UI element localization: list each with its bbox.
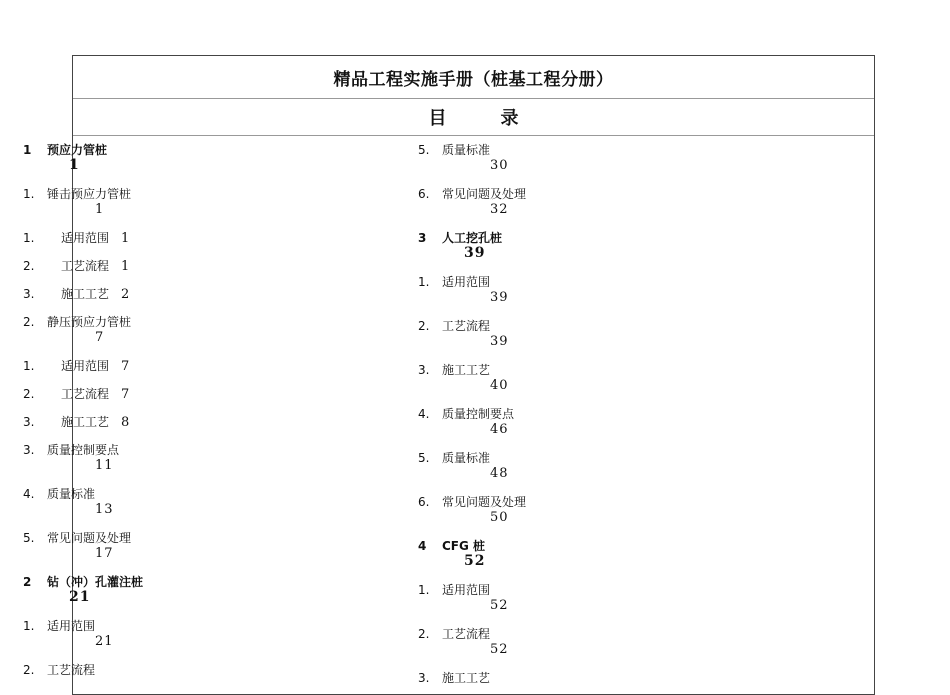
toc-entry-text: 工艺流程 xyxy=(442,627,491,641)
toc-entry-line xyxy=(23,143,107,158)
toc-entry-number: 3. xyxy=(23,443,35,457)
toc-entry-number: 2. xyxy=(418,319,430,333)
document-title: 精品工程实施手册（桩基工程分册） xyxy=(333,69,614,90)
toc-entry xyxy=(23,259,130,274)
toc-entry-text: 工艺流程 xyxy=(47,663,96,677)
toc-entry xyxy=(418,407,514,437)
toc-entry-line xyxy=(23,387,130,402)
toc-section xyxy=(23,143,107,173)
toc-entry-line xyxy=(418,231,502,246)
toc-entry-number: 2. xyxy=(23,663,35,677)
toc-entry-page: 32 xyxy=(490,202,509,217)
toc-entry-line xyxy=(418,275,509,290)
toc-entry xyxy=(23,359,130,374)
toc-section xyxy=(418,539,485,569)
toc-heading-b: 录 xyxy=(500,108,519,129)
toc-entry-line xyxy=(418,407,514,422)
toc-entry-number: 2. xyxy=(418,627,430,641)
toc-entry-page: 30 xyxy=(490,158,509,173)
toc-entry xyxy=(418,187,526,217)
toc-entry-line xyxy=(23,259,130,274)
toc-entry-page: 1 xyxy=(95,202,105,217)
toc-entry-page: 13 xyxy=(95,502,114,517)
toc-section xyxy=(23,575,143,605)
toc-entry-text: 工艺流程 xyxy=(442,319,491,333)
toc-entry-page: 1 xyxy=(121,231,131,246)
toc-entry xyxy=(23,487,114,517)
toc-entry-text: 质量控制要点 xyxy=(47,443,120,457)
title-row xyxy=(73,56,874,99)
toc-entry-line xyxy=(23,575,143,590)
toc-entry-number: 3. xyxy=(418,671,430,685)
toc-entry-line xyxy=(23,415,130,430)
toc-entry xyxy=(418,143,509,173)
toc-entry-number: 3. xyxy=(23,287,35,301)
toc-entry-page: 11 xyxy=(95,458,114,473)
toc-entry-text: 钻（冲）孔灌注桩 xyxy=(47,575,144,589)
toc-entry-line xyxy=(418,143,509,158)
toc-entry xyxy=(418,671,490,686)
toc-entry-line xyxy=(23,531,131,546)
toc-entry xyxy=(418,451,509,481)
toc-entry-page: 7 xyxy=(95,330,105,345)
toc-entry-text: 常见问题及处理 xyxy=(442,187,527,201)
toc-entry xyxy=(418,275,509,305)
toc-entry-number: 6. xyxy=(418,495,430,509)
toc-entry-text: 静压预应力管桩 xyxy=(47,315,132,329)
toc-entry-line xyxy=(418,187,526,202)
toc-entry xyxy=(23,231,130,246)
toc-entry-text: 工艺流程 xyxy=(61,387,110,401)
toc-entry-page: 48 xyxy=(490,466,509,481)
toc-entry xyxy=(23,531,131,561)
toc-entry-line xyxy=(23,231,130,246)
toc-entry-number: 6. xyxy=(418,187,430,201)
toc-entry-number: 3. xyxy=(23,415,35,429)
toc-entry-line xyxy=(23,487,114,502)
toc-entry-number: 1. xyxy=(23,619,35,633)
toc-entry-line xyxy=(23,359,130,374)
toc-entry xyxy=(418,583,509,613)
toc-entry-line xyxy=(23,619,114,634)
toc-entry-text: 质量标准 xyxy=(442,143,491,157)
toc-entry xyxy=(418,319,509,349)
toc-entry-number: 1. xyxy=(23,231,35,245)
toc-entry-text: 质量标准 xyxy=(442,451,491,465)
toc-entry-text: CFG 桩 xyxy=(442,539,486,553)
toc-entry-text: 预应力管桩 xyxy=(47,143,108,157)
toc-entry-page: 39 xyxy=(490,290,509,305)
toc-entry-text: 适用范围 xyxy=(61,359,110,373)
toc-entry-page: 21 xyxy=(95,634,114,649)
toc-entry-text: 人工挖孔桩 xyxy=(442,231,503,245)
toc-entry-line xyxy=(418,451,509,466)
toc-entry-number: 4. xyxy=(418,407,430,421)
toc-entry xyxy=(23,619,114,649)
toc-entry xyxy=(23,187,131,217)
toc-entry-line xyxy=(418,319,509,334)
toc-entry-page: 7 xyxy=(121,387,131,402)
toc-entry-number: 2. xyxy=(23,315,35,329)
toc-entry-number: 5. xyxy=(418,451,430,465)
toc-entry-text: 适用范围 xyxy=(47,619,96,633)
toc-entry-number: 5. xyxy=(418,143,430,157)
toc-entry-text: 工艺流程 xyxy=(61,259,110,273)
toc-entry-text: 施工工艺 xyxy=(61,415,110,429)
toc-entry-line xyxy=(418,583,509,598)
toc-entry-line xyxy=(23,187,131,202)
toc-entry-page: 7 xyxy=(121,359,131,374)
toc-entry-text: 质量标准 xyxy=(47,487,96,501)
toc-heading xyxy=(73,99,874,136)
toc-entry-page: 17 xyxy=(95,546,114,561)
toc-entry-text: 适用范围 xyxy=(442,583,491,597)
toc-entry xyxy=(418,495,526,525)
toc-entry-text: 锤击预应力管桩 xyxy=(47,187,132,201)
toc-entry-page: 39 xyxy=(464,245,486,261)
toc-heading-a: 目 xyxy=(428,108,447,129)
toc-entry-number: 4 xyxy=(418,539,427,553)
toc-entry-line xyxy=(23,287,130,302)
toc-entry-text: 质量控制要点 xyxy=(442,407,515,421)
toc-entry-page: 50 xyxy=(490,510,509,525)
toc-entry-page: 52 xyxy=(490,598,509,613)
toc-entry-page: 8 xyxy=(121,415,131,430)
toc-entry-text: 常见问题及处理 xyxy=(442,495,527,509)
toc-entry xyxy=(23,443,119,473)
toc-entry xyxy=(23,315,131,345)
toc-entry-page: 52 xyxy=(464,553,486,569)
toc-entry-number: 3. xyxy=(418,363,430,377)
toc-entry-line xyxy=(23,663,95,678)
toc-entry-page: 39 xyxy=(490,334,509,349)
toc-section xyxy=(418,231,502,261)
toc-entry xyxy=(23,387,130,402)
toc-entry-page: 21 xyxy=(69,589,91,605)
toc-entry-line xyxy=(23,315,131,330)
toc-entry-number: 4. xyxy=(23,487,35,501)
toc-entry xyxy=(23,287,130,302)
toc-entry-page: 2 xyxy=(121,287,131,302)
toc-entry-number: 2. xyxy=(23,387,35,401)
toc-entry-line xyxy=(418,539,485,554)
toc-entry-text: 适用范围 xyxy=(442,275,491,289)
toc-entry-number: 1. xyxy=(23,359,35,373)
toc-entry-number: 3 xyxy=(418,231,427,245)
toc-entry-number: 1 xyxy=(23,143,32,157)
toc-entry xyxy=(23,415,130,430)
toc-entry-line xyxy=(418,627,509,642)
toc-entry-text: 施工工艺 xyxy=(442,671,491,685)
toc-entry-number: 1. xyxy=(418,275,430,289)
toc-entry-line xyxy=(418,363,509,378)
toc-entry-text: 施工工艺 xyxy=(442,363,491,377)
toc-entry-page: 40 xyxy=(490,378,509,393)
toc-entry xyxy=(23,663,95,678)
toc-entry-number: 1. xyxy=(418,583,430,597)
toc-entry-line xyxy=(23,443,119,458)
toc-entry-page: 46 xyxy=(490,422,509,437)
toc-entry-text: 常见问题及处理 xyxy=(47,531,132,545)
toc-entry-number: 2. xyxy=(23,259,35,273)
toc-entry xyxy=(418,363,509,393)
toc-entry-page: 1 xyxy=(121,259,131,274)
toc-entry-line xyxy=(418,495,526,510)
toc-entry-number: 2 xyxy=(23,575,32,589)
toc-entry-number: 1. xyxy=(23,187,35,201)
toc-entry-text: 施工工艺 xyxy=(61,287,110,301)
toc-entry-page: 1 xyxy=(69,157,80,173)
toc-entry-number: 5. xyxy=(23,531,35,545)
toc-entry-text: 适用范围 xyxy=(61,231,110,245)
toc-entry xyxy=(418,627,509,657)
toc-entry-line xyxy=(418,671,490,686)
toc-entry-page: 52 xyxy=(490,642,509,657)
